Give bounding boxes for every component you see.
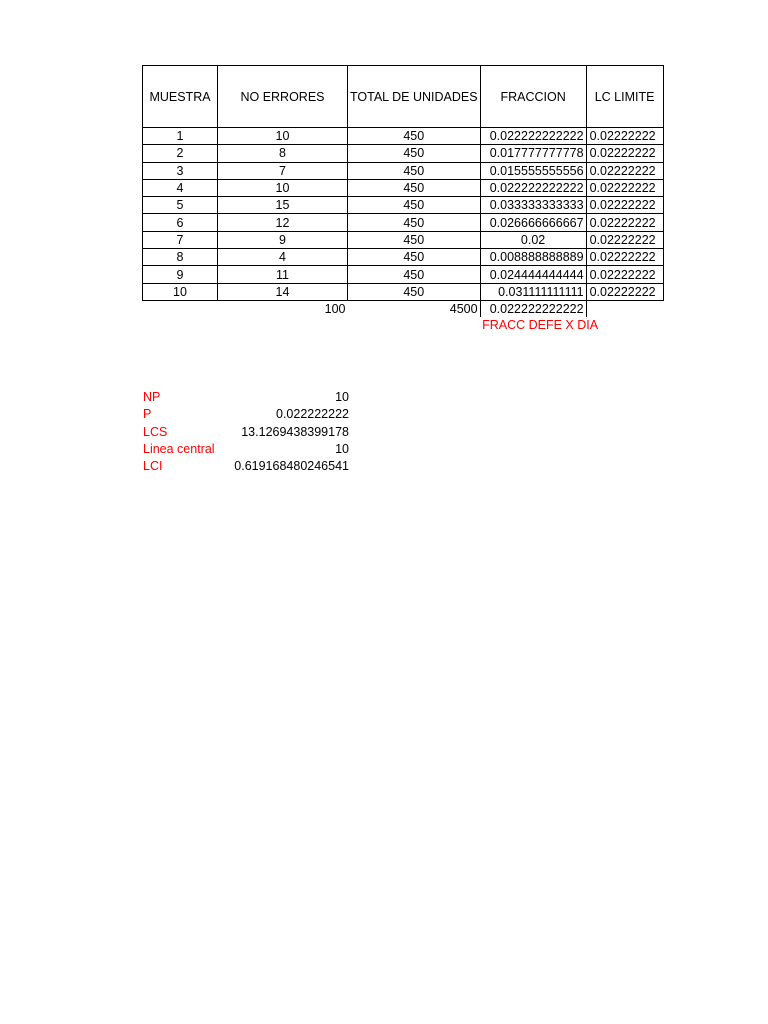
- table-row: [143, 231, 664, 248]
- stat-row: [142, 424, 350, 441]
- table-row: [143, 145, 664, 162]
- cell-muestra[interactable]: 1: [143, 128, 218, 145]
- cell-limite[interactable]: 0.02222222: [586, 266, 663, 283]
- cell-fraccion[interactable]: 0.026666666667: [480, 214, 586, 231]
- cell-errores[interactable]: 14: [218, 283, 348, 300]
- cell-fraccion[interactable]: 0.015555555556: [480, 162, 586, 179]
- cell-muestra[interactable]: 2: [143, 145, 218, 162]
- total-errores[interactable]: 100: [324, 302, 346, 317]
- total-fraccion[interactable]: 0.022222222222: [480, 300, 586, 317]
- cell-fraccion[interactable]: 0.022222222222: [480, 179, 586, 196]
- cell-muestra[interactable]: 4: [143, 179, 218, 196]
- cell-limite[interactable]: 0.02222222: [586, 162, 663, 179]
- spreadsheet: [142, 65, 664, 334]
- cell-fraccion[interactable]: 0.02: [480, 231, 586, 248]
- table-row: [143, 266, 664, 283]
- cell-muestra[interactable]: 8: [143, 249, 218, 266]
- cell-unidades[interactable]: 450: [348, 145, 481, 162]
- cell-limite[interactable]: 0.02222222: [586, 214, 663, 231]
- stat-value-lci[interactable]: 0.619168480246541: [234, 459, 349, 474]
- cell-limite[interactable]: 0.02222222: [586, 249, 663, 266]
- cell-unidades[interactable]: 450: [348, 128, 481, 145]
- stat-label-p[interactable]: P: [143, 407, 152, 422]
- cell-fraccion[interactable]: 0.024444444444: [480, 266, 586, 283]
- note-row: [143, 317, 664, 333]
- cell-unidades[interactable]: 450: [348, 266, 481, 283]
- cell-unidades[interactable]: 450: [348, 197, 481, 214]
- cell-limite[interactable]: 0.02222222: [586, 128, 663, 145]
- table-row: [143, 197, 664, 214]
- cell-errores[interactable]: 11: [218, 266, 348, 283]
- cell-limite[interactable]: 0.02222222: [586, 283, 663, 300]
- cell-muestra[interactable]: 10: [143, 283, 218, 300]
- cell-limite[interactable]: 0.02222222: [586, 179, 663, 196]
- table-row: [143, 283, 664, 300]
- cell-errores[interactable]: 7: [218, 162, 348, 179]
- header-unidades[interactable]: TOTAL DE UNIDADES: [348, 66, 481, 128]
- cell-empty[interactable]: [348, 317, 481, 333]
- cell-unidades[interactable]: 450: [348, 179, 481, 196]
- cell-errores[interactable]: 15: [218, 197, 348, 214]
- cell-limite[interactable]: 0.02222222: [586, 231, 663, 248]
- stats-table: [142, 389, 350, 475]
- cell-fraccion[interactable]: 0.017777777778: [480, 145, 586, 162]
- header-fraccion[interactable]: FRACCION: [480, 66, 586, 128]
- cell-unidades[interactable]: 450: [348, 249, 481, 266]
- cell-unidades[interactable]: 450: [348, 214, 481, 231]
- cell-errores[interactable]: 10: [218, 128, 348, 145]
- cell-muestra[interactable]: 6: [143, 214, 218, 231]
- data-table: [142, 65, 664, 334]
- cell-muestra[interactable]: 5: [143, 197, 218, 214]
- cell-unidades[interactable]: 450: [348, 162, 481, 179]
- stat-label-lci[interactable]: LCI: [143, 459, 163, 474]
- stat-label-np[interactable]: NP: [143, 390, 161, 405]
- header-errores[interactable]: NO ERRORES: [218, 66, 348, 128]
- cell-muestra[interactable]: 3: [143, 162, 218, 179]
- stat-row: [142, 389, 350, 406]
- cell-empty[interactable]: [586, 300, 663, 317]
- cell-empty[interactable]: [218, 317, 348, 333]
- cell-fraccion[interactable]: 0.022222222222: [480, 128, 586, 145]
- cell-muestra[interactable]: 9: [143, 266, 218, 283]
- cell-fraccion[interactable]: 0.031111111111: [480, 283, 586, 300]
- cell-errores[interactable]: 12: [218, 214, 348, 231]
- cell-empty[interactable]: [143, 300, 218, 317]
- stat-label-linea-central[interactable]: Linea central: [143, 442, 215, 457]
- stat-value-linea-central[interactable]: 10: [335, 442, 349, 457]
- stat-row: [142, 458, 350, 475]
- header-limite[interactable]: LC LIMITE: [586, 66, 663, 128]
- fracc-defe-note[interactable]: FRACC DEFE X DIA: [482, 318, 599, 333]
- cell-empty[interactable]: [143, 317, 218, 333]
- cell-fraccion[interactable]: 0.008888888889: [480, 249, 586, 266]
- table-row: [143, 162, 664, 179]
- stat-value-p[interactable]: 0.022222222: [276, 407, 349, 422]
- stat-value-np[interactable]: 10: [335, 390, 349, 405]
- table-row: [143, 128, 664, 145]
- table-row: [143, 249, 664, 266]
- stat-label-lcs[interactable]: LCS: [143, 424, 168, 439]
- header-muestra[interactable]: MUESTRA: [143, 66, 218, 128]
- cell-fraccion[interactable]: 0.033333333333: [480, 197, 586, 214]
- cell-limite[interactable]: 0.02222222: [586, 145, 663, 162]
- stat-row: [142, 441, 350, 458]
- cell-errores[interactable]: 8: [218, 145, 348, 162]
- cell-limite[interactable]: 0.02222222: [586, 197, 663, 214]
- total-unidades[interactable]: 4500: [449, 302, 478, 317]
- cell-errores[interactable]: 4: [218, 249, 348, 266]
- header-row: [143, 66, 664, 128]
- cell-errores[interactable]: 10: [218, 179, 348, 196]
- table-row: [143, 214, 664, 231]
- cell-muestra[interactable]: 7: [143, 231, 218, 248]
- cell-unidades[interactable]: 450: [348, 231, 481, 248]
- cell-unidades[interactable]: 450: [348, 283, 481, 300]
- totals-row: [143, 300, 664, 317]
- table-row: [143, 179, 664, 196]
- stat-row: [142, 406, 350, 423]
- stat-value-lcs[interactable]: 13.1269438399178: [241, 424, 349, 439]
- cell-errores[interactable]: 9: [218, 231, 348, 248]
